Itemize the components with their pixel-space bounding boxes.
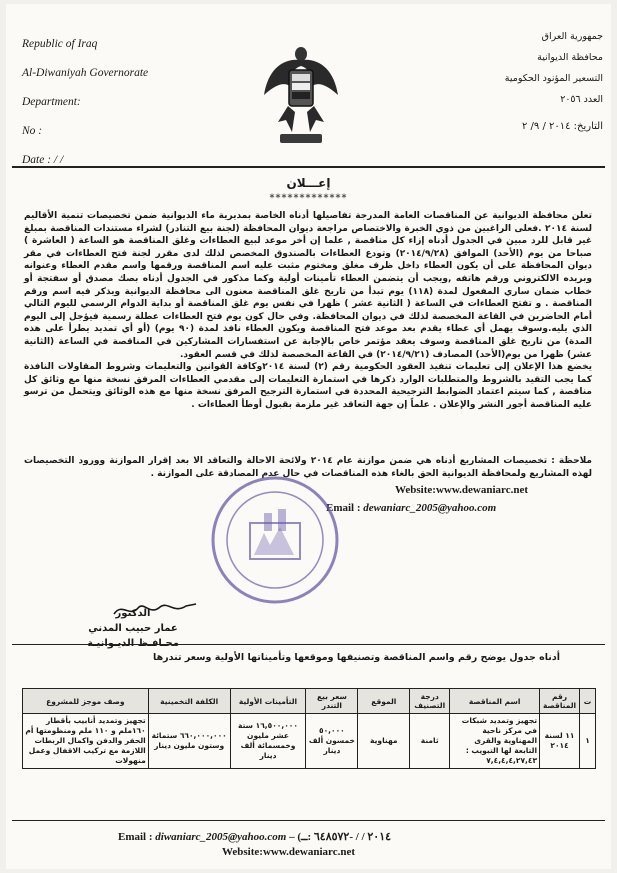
email-label: Email : xyxy=(326,502,361,514)
announcement-paragraph: تعلن محافظة الديوانية عن المناقصات العامة المدرجة تفاصيلها أدناه الخاصة بمديرية ماء الديوانية ضمن تخصيصات تنمية الأقاليم لسنة ٢٠١٤ .فعلى الراغبين من ذوي الخبرة والاختصاص مراجعة ديوان المحافظة (لجنة بيع التنادر) لشراء مستندات المناقصة بمبلغ غير قابل للرد مبين في الجدول أدناه إزاء كل مناقصة , علما إن أخر موعد لبيع العطاءات وغلق المناقصة هو الساعة ( العاشرة ) صباحا من يوم (الأحد) الموافق (٢٠١٤/٩/٢٨) وتودع العطاءات بالصندوق المخصص لذلك لدى مقرر لجنة فتح العطاءات في مقر ديوان المحافظة على أن يكون العطاء داخل ظرف مغلق ومختوم مثبت عليه اسم المناقصة ورقمها واسم مقدم العطاء وعنوانه وبريده الالكتروني ورقم هاتفه ,ويجب أن يتضمن العطاء تأمينات أولية وكما مذكور في الجدول أدناه بصك مصدق أو سفتجة أو خطاب ضمان ساري المفعول لمدة (١١٨) يوم تبدأ من تاريخ غلق المناقصة معنون الى محافظة الديوانية ويذكر فيه اسم ورقم المناقصة . و تفتح العطاءات في الساعة ( الثانية عشر ) ظهرا في نفس يوم غلق المناقصة أو بداية الدوام الرسمي لليوم التالي أمام الحاضرين في القاعة المخصصة لذلك في ديوان المحافظة. وفي حال كون يوم فتح العطاءات عطلة رسمية فيؤجل إلى اليوم الذي يليه.وسوف يهمل أي عطاء يقدم بعد موعد فتح المناقصة ويكون العطاء نافذ لمدة (٩٠ يوم) (أو أي تمديد يطرأ على هذه المدة) من تاريخ غلق المناقصة وسوف يعقد مؤتمر خاص بالإجابة عن استفسارات المشاركين في المناقصة في الساعة (الثانية عشر) ظهرا من يوم(الأحد) المصادف (٢٠١٤/٩/٢١) في القاعة المخصصة لذلك في قسم العقود. xyxy=(24,211,592,360)
tender-table xyxy=(22,688,596,769)
announcement-paragraph: يخضع هذا الإعلان إلى تعليمات تنفيذ العقود الحكومية رقم (٢) لسنة ٢٠١٤وكافة القوانين والتعليمات وشروط المقاولات النافذة كما يجب التقيد بالشروط والمتطلبات الوارد ذكرها في استمارة التعليمات إلى مقدمي العطاءات المرفق نسخة منها مع وثائق كل مناقصة , كما سيتم اعتماد الضوابط الترجيحية المحددة في استمارة الترجيح المرفق نسخة منها مع هذه الوثائق ويتحمل من ترسو عليه المناقصة أجور النشر والإعلان . علماً إن جهة التعاقد غير ملزمة بقبول أوطأ العطاءات . xyxy=(24,362,592,410)
cell-location: مهناوية xyxy=(358,714,410,769)
col-header-insurance: التأمينات الأولية xyxy=(230,689,306,714)
table-row xyxy=(23,714,596,769)
footer-contact-line xyxy=(118,830,391,843)
announcement-body xyxy=(24,210,592,412)
header-divider xyxy=(12,166,605,168)
header-arabic xyxy=(485,26,603,137)
footer-email-label: Email : xyxy=(118,831,153,843)
iraq-eagle-emblem-icon xyxy=(262,40,340,150)
announcement-title: إعـــلان xyxy=(286,176,331,190)
footer-reference: – (٢٠١٤ / / -٦٤٨٥٧٢ :ــ xyxy=(289,831,392,843)
header-line-date: Date : / / xyxy=(22,154,64,166)
footer-website: Website:www.dewaniarc.net xyxy=(222,846,356,858)
col-header-description: وصف موجز للمشروع xyxy=(23,689,149,714)
cell-grade: ثامنة xyxy=(410,714,450,769)
col-header-number: رقم المناقصة xyxy=(540,689,580,714)
announcement-email: dewaniarc_2005@yahoo.com xyxy=(363,502,497,514)
header-ar-republic: جمهورية العراق xyxy=(541,31,603,42)
table-header-row xyxy=(23,689,596,714)
cell-name: تجهيز وتمديد شبكات في مركز ناحية المهناوية والقرى التابعة لها التبويب : ٧,٤,٤,٤,٢٧,٤٣ xyxy=(450,714,540,769)
table-caption: أدناه جدول يوضح رقم واسم المناقصة وتصنيفها وموقعها وتأميناتها الأولية وسعر تندرها xyxy=(153,652,560,663)
governor-name: عمار حبيب المدني xyxy=(88,623,178,634)
header-ar-date: التاريخ: ٢٠١٤ / ٩/ ٢ xyxy=(521,121,603,132)
col-header-seq: ت xyxy=(580,689,596,714)
col-header-cost: الكلفة التخمينية xyxy=(148,689,230,714)
cell-insurance: ١٦,٥٠٠,٠٠٠ ستة عشر مليون وخمسمائة ألف دينار xyxy=(230,714,306,769)
announcement-stars: ************* xyxy=(269,193,348,204)
col-header-price: سعر بيع التندر xyxy=(306,689,358,714)
header-ar-department: التسعير المؤنود الحكومية xyxy=(504,73,603,84)
header-ar-governorate: محافظة الديوانية xyxy=(537,52,603,63)
cell-seq: ١ xyxy=(580,714,596,769)
col-header-location: الموقع xyxy=(358,689,410,714)
table-divider xyxy=(12,644,605,645)
governor-title: الدكتور xyxy=(115,608,151,619)
cell-description: تجهيز وتمديد أنابيب بأقطار ١٦٠ملم و ١١٠ ملم ومنظومتها أم الحفر والدفن واكمال الربطات اللازمة مع تركيب الاقفال وعمل منهولات xyxy=(23,714,149,769)
col-header-grade: درجة التصنيف xyxy=(410,689,450,714)
announcement-note: ملاحظة : تخصيصات المشاريع أدناه هي ضمن موازنة عام ٢٠١٤ ولائحة الاحالة والتعاقد الا بعد إقرار الموازنة وورود التخصيصات لهذه المشاريع ولمحافظة الديوانية الحق بالغاء هذه المناقصات في حال عدم المصادقة على الموازنة . xyxy=(24,456,592,479)
announcement-website: Website:www.dewaniarc.net xyxy=(395,484,529,496)
footer-divider xyxy=(12,820,605,821)
footer-email: diwaniarc_2005@yahoo.com xyxy=(155,831,287,843)
header-ar-number: العدد ٢٠٥٦ xyxy=(560,94,603,105)
header-english xyxy=(22,30,148,175)
cell-number: ١١ لسنة ٢٠١٤ xyxy=(540,714,580,769)
header-line-republic: Republic of Iraq xyxy=(22,38,98,50)
header-line-number: No : xyxy=(22,125,43,137)
col-header-name: اسم المناقصة xyxy=(450,689,540,714)
cell-cost: ٦٦٠,٠٠٠,٠٠٠ ستمائة وستون مليون دينار xyxy=(148,714,230,769)
announcement-email-line xyxy=(326,502,496,514)
header-line-department: Department: xyxy=(22,96,81,108)
official-stamp-icon xyxy=(208,473,343,608)
governor-position: محـافـظ الديـوانيـة xyxy=(87,638,179,649)
header-line-governorate: Al-Diwaniyah Governorate xyxy=(22,67,149,79)
cell-price: ٥٠,٠٠٠ خمسون ألف دينار xyxy=(306,714,358,769)
tender-table-wrapper xyxy=(22,688,596,769)
